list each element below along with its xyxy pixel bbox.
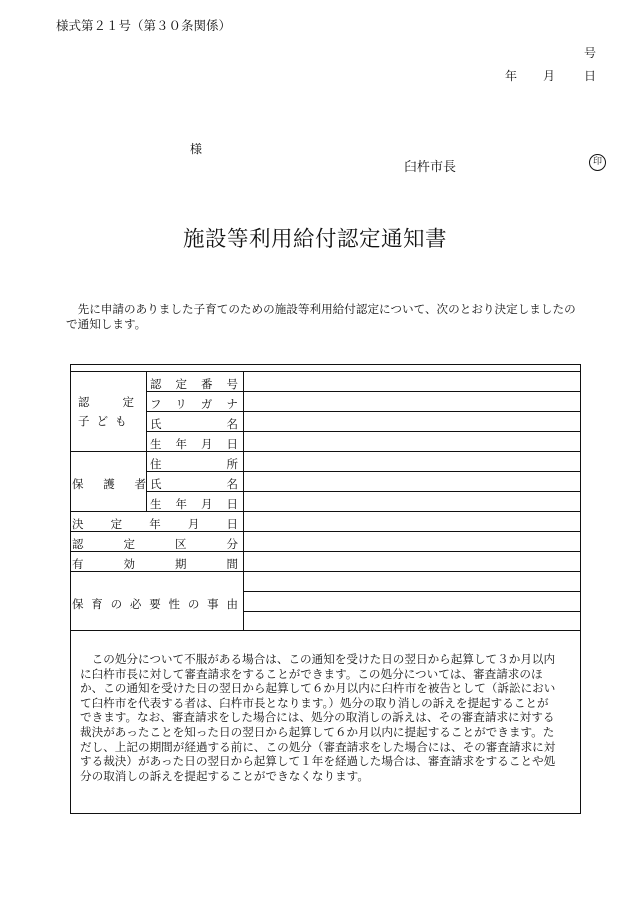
guardian-label: 保護者 xyxy=(72,477,146,491)
row-label-valid-period: 有効期間 xyxy=(72,557,238,571)
date-year-label: 年 xyxy=(505,69,518,83)
row-label-childcare-reason: 保育の必要性の事由 xyxy=(72,597,238,611)
document-number-label: 号 xyxy=(584,46,597,60)
row-label-child-name: 氏名 xyxy=(150,417,238,431)
row-label-certification-number: 認定番号 xyxy=(150,377,238,391)
certified-child-label-line2: 子ども xyxy=(78,414,134,428)
intro-text: 先に申請のありました子育てのための施設等利用給付認定について、次のとおり決定しましたので通知します。 xyxy=(66,302,576,331)
document-title: 施設等利用給付認定通知書 xyxy=(182,227,447,252)
row-label-decision-date: 決定年月日 xyxy=(72,517,238,531)
row-label-guardian-name: 氏名 xyxy=(150,477,238,491)
row-label-category: 認定区分 xyxy=(72,537,238,551)
form-number: 様式第２１号（第３０条関係） xyxy=(56,18,232,33)
date-day-label: 日 xyxy=(584,69,597,83)
row-label-address: 住所 xyxy=(150,457,238,471)
certified-child-label-line1: 認 定 xyxy=(78,395,134,409)
row-label-furigana: フリガナ xyxy=(150,397,238,411)
date-month-label: 月 xyxy=(543,69,556,83)
row-label-guardian-birthdate: 生年月日 xyxy=(150,497,238,511)
addressee-suffix: 様 xyxy=(190,142,203,156)
issuer-name: 臼杵市長 xyxy=(404,160,457,175)
row-label-child-birthdate: 生年月日 xyxy=(150,437,238,451)
appeal-notice-text: この処分について不服がある場合は、この通知を受けた日の翌日から起算して３か月以内に臼杵市長に対して審査請求をすることができます。この処分については、審査請求のほか、この通知を受けた日の翌日から起算して６か月以内に臼杵市を被告として（訴訟において臼杵市を代表する者は、臼杵市長となります。）処分の取り消しの訴えを提起することができます。なお、審査請求をした場合には、処分の取消しの訴えは、その審査請求に対する裁決があったことを知った日の翌日から起算して６か月以内に提起することができます。ただし、上記の期間が経過する前に、この処分（審査請求をした場合には、その審査請求に対する裁決）があった日の翌日から起算して１年を経過した場合は、審査請求をすることや処分の取消しの訴えを提起することができなくなります。 xyxy=(80,652,556,783)
seal-mark: 印 xyxy=(589,154,606,171)
